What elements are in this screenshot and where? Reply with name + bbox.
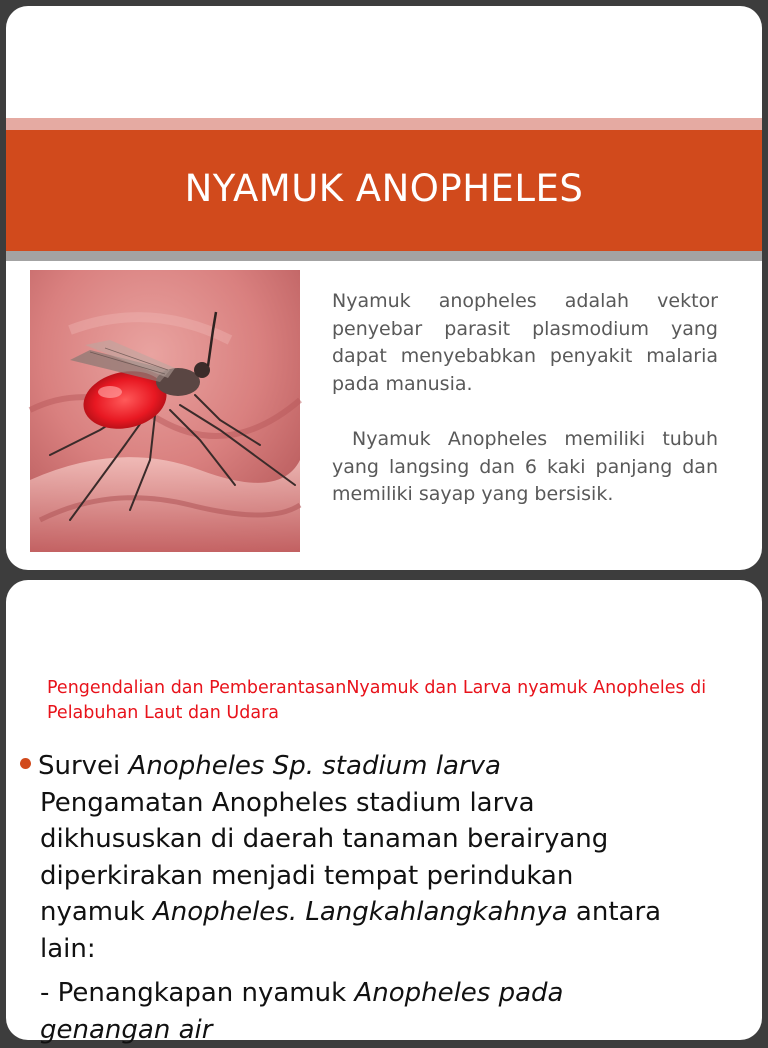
body-line-5: lain: <box>40 931 750 968</box>
body-line-6-plain: - Penangkapan nyamuk <box>40 978 354 1008</box>
section-heading: Pengendalian dan PemberantasanNyamuk dan Larva nyamuk Anopheles di Pelabuhan Laut dan Udara <box>47 676 727 726</box>
body-line-2: dikhususkan di daerah tanaman berairyang <box>40 821 750 858</box>
body-line-4-italic: Anopheles. Langkahlangkahnya <box>153 897 568 927</box>
body-line-6-italic: Anopheles pada <box>354 978 563 1008</box>
body-line-3: diperkirakan menjadi tempat perindukan <box>40 858 750 895</box>
description-paragraph-2: Nyamuk Anopheles memiliki tubuh yang langsing dan 6 kaki panjang dan memiliki sayap yang bersisik. <box>332 426 718 509</box>
body-line-4 <box>40 894 750 931</box>
body-line-4-end: antara <box>568 897 661 927</box>
slide-1 <box>6 6 762 570</box>
mosquito-photo <box>30 270 300 552</box>
body-text <box>20 748 750 1048</box>
title-band <box>6 130 762 251</box>
accent-band-bottom <box>6 251 762 261</box>
description <box>332 288 718 509</box>
slide-title: NYAMUK ANOPHELES <box>185 167 584 210</box>
bullet-text-plain: Survei <box>38 751 129 781</box>
body-line-7 <box>40 1012 750 1048</box>
bullet-item <box>20 748 750 785</box>
body-paragraph <box>20 785 750 1048</box>
bullet-text-italic: Anopheles Sp. stadium larva <box>129 751 501 781</box>
body-line-1: Pengamatan Anopheles stadium larva <box>40 785 750 822</box>
body-line-6 <box>40 975 750 1012</box>
description-paragraph-1: Nyamuk anopheles adalah vektor penyebar parasit plasmodium yang dapat menyebabkan penyakit malaria pada manusia. <box>332 288 718 398</box>
bullet-text <box>38 748 501 785</box>
body-line-4-plain: nyamuk <box>40 897 153 927</box>
accent-band-top <box>6 118 762 130</box>
slide-2 <box>6 580 762 1040</box>
body-line-7-italic: genangan air <box>40 1015 212 1045</box>
bullet-icon <box>20 758 31 769</box>
